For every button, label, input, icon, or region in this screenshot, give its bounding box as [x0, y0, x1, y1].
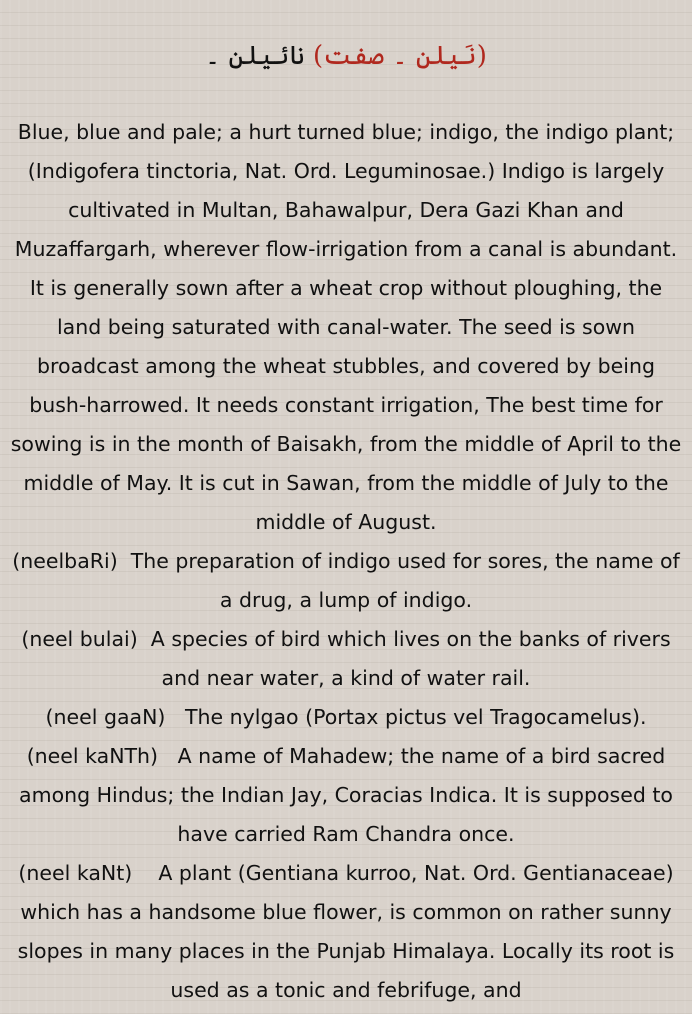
entry-definition: The nylgao (Portax pictus vel Tragocamelus). [185, 705, 647, 729]
entry-definition: Blue, blue and pale; a hurt turned blue; indigo, the indigo plant; (Indigofera tinctoria, Nat. Ord. Leguminosae.) Indigo is largely cultivated in Multan, Bahawalpur, Dera Gazi Khan and Muzaffargarh, wherever flow-irrigation from a canal is abundant. It is generally sown after a wheat crop without ploughing, the land being saturated with canal-water. The seed is sown broadcast among the wheat stubbles, and covered by being bush-harrowed. It needs constant irrigation, The best time for sowing is in the month of Baisakh, from the middle of April to the middle of May. It is cut in Sawan, from the middle of July to the middle of August. [10, 120, 682, 534]
heading-urdu-word: نَیلن ۔ صفت [323, 41, 477, 71]
entry-neel-bulai [6, 620, 686, 698]
entry-definition: A name of Mahadew; the name of a bird sacred among Hindus; the Indian Jay, Coracias Indica. It is supposed to have carried Ram Chandra once. [19, 744, 673, 846]
entry-term: (neelbaRi) [12, 549, 118, 573]
entry-term: (neel bulai) [21, 627, 138, 651]
heading-urdu-group [313, 41, 487, 71]
entry-neel-kanth [6, 737, 686, 854]
entry-neel-gaan [6, 698, 686, 737]
entry-heading [0, 38, 692, 74]
entry-term: (neel kaNt) [18, 861, 133, 885]
entry-main-definition [6, 113, 686, 542]
entry-definition: A species of bird which lives on the banks of rivers and near water, a kind of water rail. [150, 627, 671, 690]
heading-open-paren: ( [476, 41, 487, 71]
heading-main-word: نائیلن ۔ [205, 41, 305, 71]
entry-term: (neel kaNTh) [26, 744, 159, 768]
entry-neel-kant [6, 854, 686, 1010]
definition-body [6, 113, 686, 1010]
entry-definition: A plant (Gentiana kurroo, Nat. Ord. Gentianaceae) which has a handsome blue flower, is common on rather sunny slopes in many places in the Punjab Himalaya. Locally its root is used as a tonic and febrifuge, and [17, 861, 675, 1002]
entry-definition: The preparation of indigo used for sores, the name of a drug, a lump of indigo. [130, 549, 680, 612]
entry-term: (neel gaaN) [45, 705, 166, 729]
entry-neelbari [6, 542, 686, 620]
heading-close-paren: ) [312, 41, 324, 71]
